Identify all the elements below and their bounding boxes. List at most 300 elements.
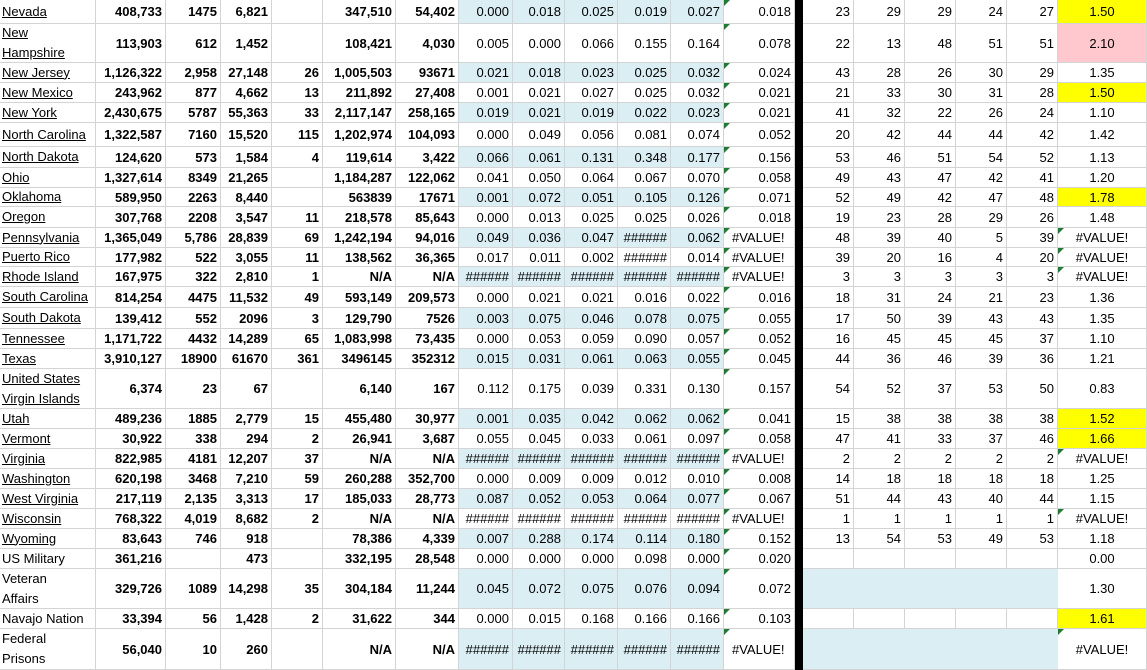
rank-cell[interactable]: 44 (905, 123, 956, 147)
state-name-cell[interactable] (0, 349, 96, 369)
rank-cell[interactable]: 49 (803, 168, 854, 188)
ratio-cell[interactable]: 1.18 (1058, 529, 1147, 549)
rate-cell[interactable]: 0.047 (565, 228, 618, 248)
rate-cell[interactable]: ###### (565, 509, 618, 529)
rank-cell[interactable]: 42 (1007, 123, 1058, 147)
count-cell[interactable]: 489,236 (96, 409, 166, 429)
rate-cell[interactable]: 0.046 (565, 308, 618, 329)
count-cell[interactable]: 294 (221, 429, 272, 449)
rate-cell[interactable]: 0.064 (618, 489, 671, 509)
rank-cell[interactable]: 5 (956, 228, 1007, 248)
rate-cell[interactable]: 0.007 (459, 529, 513, 549)
rate-cell[interactable]: 0.131 (565, 147, 618, 168)
rate-cell[interactable]: 0.049 (513, 123, 565, 147)
rank-cell[interactable]: 29 (905, 0, 956, 24)
state-name-cell[interactable] (0, 369, 96, 409)
average-rate-cell[interactable]: 0.157 (724, 369, 795, 409)
average-rate-cell[interactable]: 0.052 (724, 123, 795, 147)
rank-cell[interactable]: 18 (1007, 469, 1058, 489)
rate-cell[interactable]: 0.035 (513, 409, 565, 429)
rank-cell[interactable]: 54 (956, 147, 1007, 168)
rank-cell[interactable]: 46 (1007, 429, 1058, 449)
rank-cell[interactable] (1007, 629, 1058, 670)
rank-cell[interactable]: 24 (956, 0, 1007, 24)
count-cell[interactable]: 8349 (166, 168, 221, 188)
count-cell[interactable]: N/A (396, 449, 459, 469)
count-cell[interactable]: 30,977 (396, 409, 459, 429)
rate-cell[interactable]: 0.066 (565, 24, 618, 63)
rate-cell[interactable]: 0.126 (671, 188, 724, 207)
rate-cell[interactable]: 0.000 (459, 287, 513, 308)
state-link[interactable]: Vermont (2, 430, 51, 446)
rate-cell[interactable]: 0.032 (671, 83, 724, 103)
rank-cell[interactable]: 26 (1007, 207, 1058, 228)
state-link[interactable]: Puerto Rico (2, 249, 70, 264)
state-name-cell[interactable] (0, 529, 96, 549)
count-cell[interactable]: 2 (272, 609, 323, 629)
rank-cell[interactable]: 44 (854, 489, 905, 509)
count-cell[interactable]: 26,941 (323, 429, 396, 449)
state-name-cell[interactable] (0, 629, 96, 670)
rank-cell[interactable]: 1 (854, 509, 905, 529)
count-cell[interactable]: 1089 (166, 569, 221, 609)
rate-cell[interactable]: 0.009 (565, 469, 618, 489)
count-cell[interactable]: 6,821 (221, 0, 272, 24)
rank-cell[interactable] (956, 609, 1007, 629)
rate-cell[interactable]: 0.087 (459, 489, 513, 509)
count-cell[interactable]: 67 (221, 369, 272, 409)
count-cell[interactable]: 14,289 (221, 329, 272, 349)
count-cell[interactable]: 27,148 (221, 63, 272, 83)
count-cell[interactable]: N/A (396, 267, 459, 287)
rank-cell[interactable]: 14 (803, 469, 854, 489)
rank-cell[interactable]: 46 (854, 147, 905, 168)
rate-cell[interactable]: 0.070 (671, 168, 724, 188)
rank-cell[interactable] (1007, 569, 1058, 609)
rank-cell[interactable]: 29 (854, 0, 905, 24)
rate-cell[interactable]: 0.018 (513, 0, 565, 24)
rate-cell[interactable]: 0.013 (513, 207, 565, 228)
state-link[interactable]: New Jersey (2, 64, 70, 80)
count-cell[interactable]: 1475 (166, 0, 221, 24)
rank-cell[interactable] (956, 629, 1007, 670)
count-cell[interactable]: 2,779 (221, 409, 272, 429)
rank-cell[interactable]: 23 (1007, 287, 1058, 308)
rank-cell[interactable]: 22 (905, 103, 956, 123)
rank-cell[interactable]: 49 (854, 188, 905, 207)
rate-cell[interactable]: 0.000 (459, 329, 513, 349)
count-cell[interactable]: 1,005,503 (323, 63, 396, 83)
rate-cell[interactable]: 0.130 (671, 369, 724, 409)
rate-cell[interactable]: 0.026 (671, 207, 724, 228)
average-rate-cell[interactable]: #VALUE! (724, 509, 795, 529)
count-cell[interactable]: 3,547 (221, 207, 272, 228)
state-link[interactable]: Wisconsin (2, 510, 62, 526)
rate-cell[interactable]: 0.064 (565, 168, 618, 188)
count-cell[interactable]: 814,254 (96, 287, 166, 308)
rank-cell[interactable]: 20 (854, 248, 905, 267)
count-cell[interactable]: 7526 (396, 308, 459, 329)
count-cell[interactable]: 822,985 (96, 449, 166, 469)
rate-cell[interactable]: 0.078 (618, 308, 671, 329)
average-rate-cell[interactable]: 0.078 (724, 24, 795, 63)
average-rate-cell[interactable]: 0.041 (724, 409, 795, 429)
rate-cell[interactable]: 0.081 (618, 123, 671, 147)
rate-cell[interactable]: 0.180 (671, 529, 724, 549)
rank-cell[interactable]: 41 (1007, 168, 1058, 188)
rate-cell[interactable]: 0.000 (459, 207, 513, 228)
rank-cell[interactable]: 23 (854, 207, 905, 228)
rate-cell[interactable]: 0.059 (565, 329, 618, 349)
count-cell[interactable]: 8,440 (221, 188, 272, 207)
count-cell[interactable]: 28,773 (396, 489, 459, 509)
rate-cell[interactable]: 0.097 (671, 429, 724, 449)
rank-cell[interactable]: 2 (905, 449, 956, 469)
rate-cell[interactable]: 0.032 (671, 63, 724, 83)
rate-cell[interactable]: 0.041 (459, 168, 513, 188)
count-cell[interactable]: 455,480 (323, 409, 396, 429)
state-name-cell[interactable] (0, 188, 96, 207)
count-cell[interactable]: 2208 (166, 207, 221, 228)
rate-cell[interactable]: ###### (671, 509, 724, 529)
state-link[interactable]: West Virginia (2, 490, 79, 506)
state-name-cell[interactable] (0, 509, 96, 529)
count-cell[interactable]: 1,184,287 (323, 168, 396, 188)
rate-cell[interactable]: 0.066 (459, 147, 513, 168)
count-cell[interactable]: 28,548 (396, 549, 459, 569)
rank-cell[interactable]: 21 (956, 287, 1007, 308)
rank-cell[interactable]: 50 (1007, 369, 1058, 409)
rank-cell[interactable]: 17 (803, 308, 854, 329)
rank-cell[interactable]: 43 (905, 489, 956, 509)
count-cell[interactable]: N/A (323, 629, 396, 670)
rank-cell[interactable]: 39 (854, 228, 905, 248)
count-cell[interactable]: 37 (272, 449, 323, 469)
rank-cell[interactable]: 36 (854, 349, 905, 369)
count-cell[interactable]: 260,288 (323, 469, 396, 489)
count-cell[interactable]: 589,950 (96, 188, 166, 207)
rank-cell[interactable]: 31 (956, 83, 1007, 103)
rank-cell[interactable]: 53 (1007, 529, 1058, 549)
rank-cell[interactable]: 3 (956, 267, 1007, 287)
rate-cell[interactable]: 0.002 (565, 248, 618, 267)
rate-cell[interactable]: 0.045 (513, 429, 565, 449)
count-cell[interactable]: 2263 (166, 188, 221, 207)
rank-cell[interactable]: 2 (956, 449, 1007, 469)
state-link[interactable]: Utah (2, 410, 30, 426)
rank-cell[interactable]: 43 (1007, 308, 1058, 329)
state-link[interactable]: New Mexico (2, 84, 73, 100)
rate-cell[interactable]: 0.015 (513, 609, 565, 629)
average-rate-cell[interactable]: 0.103 (724, 609, 795, 629)
rank-cell[interactable]: 40 (956, 489, 1007, 509)
rank-cell[interactable]: 50 (854, 308, 905, 329)
rate-cell[interactable]: ###### (618, 449, 671, 469)
count-cell[interactable]: 573 (166, 147, 221, 168)
rate-cell[interactable]: 0.009 (513, 469, 565, 489)
state-link[interactable]: Pennsylvania (2, 229, 80, 245)
rank-cell[interactable]: 42 (854, 123, 905, 147)
ratio-cell[interactable]: 1.36 (1058, 287, 1147, 308)
rate-cell[interactable]: ###### (459, 449, 513, 469)
average-rate-cell[interactable]: 0.024 (724, 63, 795, 83)
rate-cell[interactable]: 0.018 (513, 63, 565, 83)
count-cell[interactable]: 2,430,675 (96, 103, 166, 123)
rank-cell[interactable]: 24 (1007, 103, 1058, 123)
state-name-cell[interactable] (0, 123, 96, 147)
count-cell[interactable]: 17671 (396, 188, 459, 207)
count-cell[interactable]: 918 (221, 529, 272, 549)
rate-cell[interactable]: 0.094 (671, 569, 724, 609)
state-name-cell[interactable] (0, 287, 96, 308)
state-link[interactable]: United States Virgin Islands (2, 370, 81, 406)
rate-cell[interactable]: 0.021 (513, 83, 565, 103)
rate-cell[interactable]: 0.098 (618, 549, 671, 569)
ratio-cell[interactable]: 2.10 (1058, 24, 1147, 63)
count-cell[interactable] (272, 369, 323, 409)
ratio-cell[interactable]: 1.35 (1058, 63, 1147, 83)
rank-cell[interactable]: 41 (803, 103, 854, 123)
count-cell[interactable]: 28,839 (221, 228, 272, 248)
state-name-cell[interactable] (0, 409, 96, 429)
average-rate-cell[interactable]: #VALUE! (724, 267, 795, 287)
rank-cell[interactable]: 40 (905, 228, 956, 248)
rank-cell[interactable]: 28 (854, 63, 905, 83)
rank-cell[interactable]: 52 (803, 188, 854, 207)
rank-cell[interactable]: 19 (803, 207, 854, 228)
rank-cell[interactable]: 32 (854, 103, 905, 123)
count-cell[interactable]: 3496145 (323, 349, 396, 369)
ratio-cell[interactable]: 1.10 (1058, 329, 1147, 349)
rank-cell[interactable] (803, 609, 854, 629)
count-cell[interactable] (272, 549, 323, 569)
rank-cell[interactable] (956, 569, 1007, 609)
rate-cell[interactable]: 0.062 (618, 409, 671, 429)
rate-cell[interactable]: 0.005 (459, 24, 513, 63)
rank-cell[interactable]: 2 (854, 449, 905, 469)
count-cell[interactable]: 11,244 (396, 569, 459, 609)
count-cell[interactable]: 209,573 (396, 287, 459, 308)
count-cell[interactable]: 243,962 (96, 83, 166, 103)
count-cell[interactable]: 1,126,322 (96, 63, 166, 83)
count-cell[interactable] (272, 188, 323, 207)
count-cell[interactable]: 73,435 (396, 329, 459, 349)
rank-cell[interactable]: 48 (803, 228, 854, 248)
rate-cell[interactable]: 0.023 (671, 103, 724, 123)
count-cell[interactable]: 1,428 (221, 609, 272, 629)
count-cell[interactable]: 4475 (166, 287, 221, 308)
count-cell[interactable]: 593,149 (323, 287, 396, 308)
rank-cell[interactable]: 31 (854, 287, 905, 308)
rate-cell[interactable]: 0.075 (513, 308, 565, 329)
count-cell[interactable]: 1,242,194 (323, 228, 396, 248)
rate-cell[interactable]: 0.000 (459, 123, 513, 147)
rank-cell[interactable] (803, 549, 854, 569)
state-name-cell[interactable] (0, 429, 96, 449)
rate-cell[interactable]: 0.042 (565, 409, 618, 429)
ratio-cell[interactable]: 1.25 (1058, 469, 1147, 489)
rate-cell[interactable]: 0.067 (618, 168, 671, 188)
state-name-cell[interactable] (0, 549, 96, 569)
ratio-cell[interactable]: #VALUE! (1058, 267, 1147, 287)
rank-cell[interactable]: 39 (803, 248, 854, 267)
rate-cell[interactable]: ###### (671, 449, 724, 469)
count-cell[interactable]: 12,207 (221, 449, 272, 469)
count-cell[interactable]: 2 (272, 429, 323, 449)
rank-cell[interactable]: 18 (803, 287, 854, 308)
state-link[interactable]: Oregon (2, 209, 46, 224)
rate-cell[interactable]: ###### (618, 509, 671, 529)
count-cell[interactable]: 55,363 (221, 103, 272, 123)
state-name-cell[interactable] (0, 207, 96, 228)
rate-cell[interactable]: 0.023 (565, 63, 618, 83)
rank-cell[interactable]: 27 (1007, 0, 1058, 24)
rate-cell[interactable]: 0.000 (459, 0, 513, 24)
rate-cell[interactable]: 0.061 (513, 147, 565, 168)
rate-cell[interactable]: 0.027 (671, 0, 724, 24)
average-rate-cell[interactable]: 0.055 (724, 308, 795, 329)
ratio-cell[interactable]: #VALUE! (1058, 248, 1147, 267)
count-cell[interactable]: 33,394 (96, 609, 166, 629)
count-cell[interactable]: 344 (396, 609, 459, 629)
ratio-cell[interactable]: 1.61 (1058, 609, 1147, 629)
count-cell[interactable]: 2096 (221, 308, 272, 329)
rank-cell[interactable]: 18 (854, 469, 905, 489)
rate-cell[interactable]: 0.074 (671, 123, 724, 147)
state-name-cell[interactable] (0, 63, 96, 83)
rate-cell[interactable]: 0.288 (513, 529, 565, 549)
count-cell[interactable]: 139,412 (96, 308, 166, 329)
rank-cell[interactable] (1007, 549, 1058, 569)
rate-cell[interactable]: 0.175 (513, 369, 565, 409)
ratio-cell[interactable]: 1.66 (1058, 429, 1147, 449)
ratio-cell[interactable]: 0.00 (1058, 549, 1147, 569)
rate-cell[interactable]: 0.031 (513, 349, 565, 369)
rank-cell[interactable]: 43 (956, 308, 1007, 329)
rank-cell[interactable]: 13 (854, 24, 905, 63)
rate-cell[interactable]: ###### (671, 629, 724, 670)
ratio-cell[interactable]: 1.21 (1058, 349, 1147, 369)
count-cell[interactable]: 18900 (166, 349, 221, 369)
rank-cell[interactable] (905, 569, 956, 609)
count-cell[interactable]: 17 (272, 489, 323, 509)
count-cell[interactable]: 61670 (221, 349, 272, 369)
count-cell[interactable]: 563839 (323, 188, 396, 207)
average-rate-cell[interactable]: 0.045 (724, 349, 795, 369)
state-link[interactable]: Nevada (2, 3, 47, 19)
rate-cell[interactable]: 0.052 (513, 489, 565, 509)
count-cell[interactable]: 10 (166, 629, 221, 670)
count-cell[interactable]: N/A (323, 449, 396, 469)
count-cell[interactable]: 4,019 (166, 509, 221, 529)
count-cell[interactable]: 620,198 (96, 469, 166, 489)
rank-cell[interactable]: 28 (905, 207, 956, 228)
average-rate-cell[interactable]: 0.018 (724, 0, 795, 24)
ratio-cell[interactable]: #VALUE! (1058, 449, 1147, 469)
rate-cell[interactable]: ###### (565, 449, 618, 469)
count-cell[interactable]: 347,510 (323, 0, 396, 24)
count-cell[interactable]: 5787 (166, 103, 221, 123)
count-cell[interactable]: N/A (323, 267, 396, 287)
count-cell[interactable]: 5,786 (166, 228, 221, 248)
rank-cell[interactable]: 2 (1007, 449, 1058, 469)
rate-cell[interactable]: 0.055 (459, 429, 513, 449)
count-cell[interactable]: 6,140 (323, 369, 396, 409)
rate-cell[interactable]: 0.017 (459, 248, 513, 267)
count-cell[interactable]: 746 (166, 529, 221, 549)
count-cell[interactable]: 2,135 (166, 489, 221, 509)
rate-cell[interactable]: 0.027 (565, 83, 618, 103)
count-cell[interactable]: 4,662 (221, 83, 272, 103)
rate-cell[interactable]: 0.000 (513, 549, 565, 569)
average-rate-cell[interactable]: 0.008 (724, 469, 795, 489)
count-cell[interactable]: 54,402 (396, 0, 459, 24)
rank-cell[interactable]: 4 (956, 248, 1007, 267)
count-cell[interactable]: 258,165 (396, 103, 459, 123)
state-link[interactable]: Texas (2, 350, 36, 366)
rank-cell[interactable]: 30 (956, 63, 1007, 83)
rank-cell[interactable]: 54 (803, 369, 854, 409)
state-name-cell[interactable] (0, 609, 96, 629)
rank-cell[interactable]: 16 (905, 248, 956, 267)
average-rate-cell[interactable]: 0.071 (724, 188, 795, 207)
count-cell[interactable] (272, 629, 323, 670)
count-cell[interactable]: 329,726 (96, 569, 166, 609)
rank-cell[interactable]: 16 (803, 329, 854, 349)
rate-cell[interactable]: 0.177 (671, 147, 724, 168)
count-cell[interactable]: 21,265 (221, 168, 272, 188)
rate-cell[interactable]: 0.076 (618, 569, 671, 609)
rate-cell[interactable]: 0.053 (513, 329, 565, 349)
rank-cell[interactable] (854, 549, 905, 569)
average-rate-cell[interactable]: 0.021 (724, 103, 795, 123)
count-cell[interactable]: 11,532 (221, 287, 272, 308)
rate-cell[interactable]: 0.000 (565, 549, 618, 569)
state-link[interactable]: South Carolina (2, 289, 88, 304)
rank-cell[interactable]: 45 (854, 329, 905, 349)
state-link[interactable]: North Dakota (2, 149, 79, 164)
average-rate-cell[interactable]: 0.018 (724, 207, 795, 228)
rate-cell[interactable]: ###### (565, 629, 618, 670)
count-cell[interactable]: 6,374 (96, 369, 166, 409)
rate-cell[interactable]: 0.049 (459, 228, 513, 248)
rate-cell[interactable]: 0.021 (565, 287, 618, 308)
count-cell[interactable]: 15,520 (221, 123, 272, 147)
count-cell[interactable]: 2,958 (166, 63, 221, 83)
state-name-cell[interactable] (0, 103, 96, 123)
rank-cell[interactable]: 45 (905, 329, 956, 349)
rank-cell[interactable]: 37 (905, 369, 956, 409)
rate-cell[interactable]: 0.050 (513, 168, 565, 188)
count-cell[interactable]: 473 (221, 549, 272, 569)
ratio-cell[interactable]: #VALUE! (1058, 509, 1147, 529)
rank-cell[interactable]: 48 (905, 24, 956, 63)
rank-cell[interactable]: 33 (905, 429, 956, 449)
state-name-cell[interactable] (0, 147, 96, 168)
count-cell[interactable]: 3468 (166, 469, 221, 489)
state-name-cell[interactable] (0, 329, 96, 349)
rank-cell[interactable]: 1 (1007, 509, 1058, 529)
rate-cell[interactable]: 0.022 (618, 103, 671, 123)
count-cell[interactable]: 113,903 (96, 24, 166, 63)
rank-cell[interactable]: 42 (905, 188, 956, 207)
rank-cell[interactable]: 43 (854, 168, 905, 188)
rank-cell[interactable]: 33 (854, 83, 905, 103)
rank-cell[interactable]: 26 (956, 103, 1007, 123)
rate-cell[interactable]: ###### (459, 509, 513, 529)
rate-cell[interactable]: 0.012 (618, 469, 671, 489)
rate-cell[interactable]: 0.072 (513, 188, 565, 207)
